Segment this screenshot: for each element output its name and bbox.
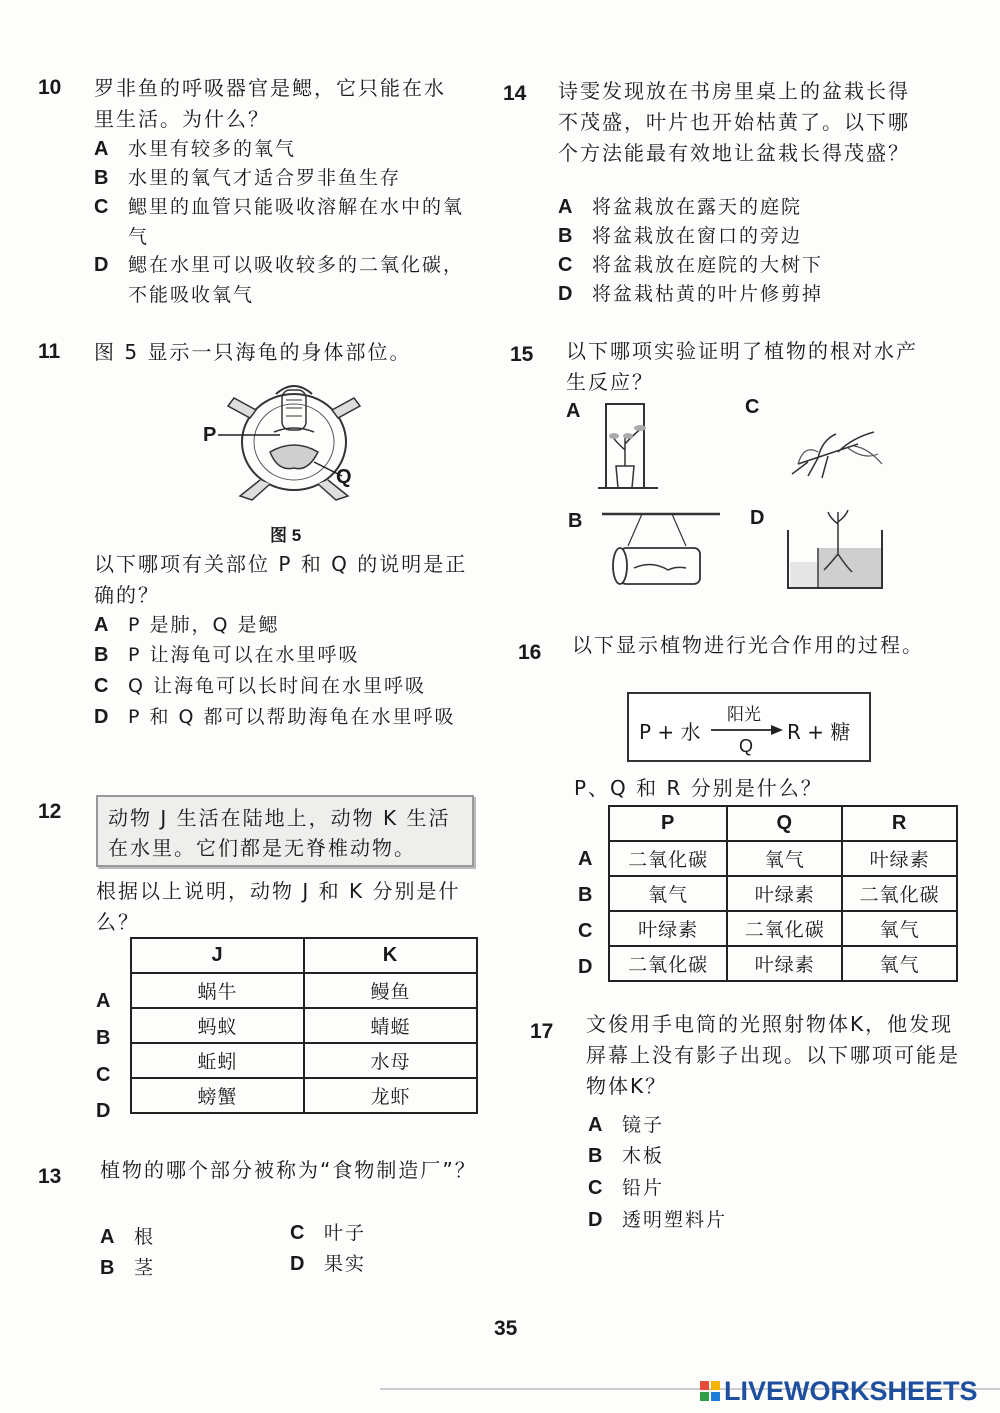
- option[interactable]: [94, 134, 296, 164]
- arrow-icon: [711, 724, 783, 736]
- option[interactable]: [94, 702, 478, 732]
- option-letter: C: [290, 1222, 305, 1244]
- option-text: P 和 Q 都可以帮助海龟在水里呼吸: [128, 706, 456, 728]
- row-letter: B: [578, 884, 593, 906]
- option-letter: B: [558, 225, 573, 247]
- table-cell: 氧气: [842, 911, 957, 946]
- equation-right: R + 糖: [787, 720, 851, 744]
- option-letter: D: [558, 283, 573, 305]
- option[interactable]: [558, 279, 823, 309]
- option-text: P 是肺，Q 是鳃: [128, 614, 280, 636]
- option[interactable]: [290, 1218, 366, 1248]
- row-letter: A: [96, 990, 111, 1012]
- question-stem: 以下哪项实验证明了植物的根对水产生反应？: [566, 339, 918, 394]
- option-text: 木板: [622, 1145, 665, 1167]
- row-letter: D: [96, 1100, 111, 1122]
- table-cell: 二氧化碳: [727, 911, 842, 946]
- option[interactable]: [588, 1141, 664, 1171]
- experiment-label-a: A: [566, 400, 581, 422]
- table-cell: 二氧化碳: [609, 946, 727, 981]
- table-cell: 二氧化碳: [842, 876, 957, 911]
- option[interactable]: [558, 250, 823, 280]
- option[interactable]: [94, 163, 401, 193]
- table-cell: 蚯蚓: [131, 1043, 304, 1078]
- experiment-b-figure: [602, 510, 722, 590]
- table-cell: 蚂蚁: [131, 1008, 304, 1043]
- option-letter: B: [94, 167, 109, 189]
- experiment-a-figure: [598, 398, 678, 494]
- option-text: P 让海龟可以在水里呼吸: [128, 644, 360, 666]
- table-cell: 氧气: [609, 876, 727, 911]
- question-number: 14: [503, 82, 527, 105]
- figure-label-p: P: [203, 424, 217, 446]
- table-row[interactable]: [131, 1043, 477, 1078]
- table-cell: 二氧化碳: [609, 841, 727, 876]
- option-letter: C: [558, 254, 573, 276]
- option[interactable]: [94, 250, 474, 310]
- option-text: 叶子: [324, 1222, 367, 1244]
- question-stem: 诗雯发现放在书房里桌上的盆栽长得不茂盛，叶片也开始枯黄了。以下哪个方法能最有效地让盆栽长得茂盛？: [558, 79, 910, 165]
- question-stem: P、Q 和 R 分别是什么？: [574, 776, 823, 800]
- option[interactable]: [588, 1173, 664, 1203]
- option-text: Q 让海龟可以长时间在水里呼吸: [128, 675, 426, 697]
- table-row[interactable]: [609, 841, 957, 876]
- table-cell: 龙虾: [304, 1078, 477, 1113]
- question-number: 17: [530, 1020, 554, 1043]
- question-number: 16: [518, 641, 542, 664]
- option[interactable]: [290, 1249, 366, 1279]
- table-cell: 叶绿素: [727, 946, 842, 981]
- option[interactable]: [94, 640, 360, 670]
- option-text: 果实: [324, 1253, 367, 1275]
- question-stem: 以下哪项有关部位 P 和 Q 的说明是正确的？: [94, 552, 468, 607]
- option-text: 透明塑料片: [622, 1209, 728, 1231]
- option-text: 镜子: [622, 1114, 665, 1136]
- question-stem: 文俊用手电筒的光照射物体K，他发现屏幕上没有影子出现。以下哪项可能是物体K？: [586, 1012, 960, 1098]
- option-text: 水里有较多的氧气: [128, 138, 297, 160]
- option-letter: B: [588, 1145, 603, 1167]
- table-header: P: [609, 806, 727, 841]
- option-text: 将盆栽放在窗口的旁边: [592, 225, 803, 247]
- option-letter: A: [588, 1114, 603, 1136]
- option[interactable]: [94, 192, 474, 252]
- answer-table: [130, 937, 478, 1114]
- table-cell: 鳗鱼: [304, 973, 477, 1008]
- option[interactable]: [588, 1205, 727, 1235]
- option-text: 将盆栽枯黄的叶片修剪掉: [592, 283, 824, 305]
- option-text: 鳃在水里可以吸收较多的二氧化碳，不能吸收氧气: [128, 254, 465, 306]
- table-row[interactable]: [609, 876, 957, 911]
- option-letter: A: [100, 1226, 115, 1248]
- option-text: 茎: [134, 1257, 156, 1279]
- brand-icon: [700, 1381, 720, 1401]
- option-letter: B: [94, 644, 109, 666]
- table-cell: 螃蟹: [131, 1078, 304, 1113]
- option-text: 鳃里的血管只能吸收溶解在水中的氧气: [128, 196, 465, 248]
- option[interactable]: [100, 1253, 155, 1283]
- experiment-label-b: B: [568, 510, 583, 532]
- turtle-figure: [198, 380, 398, 510]
- equation-above: 阳光: [727, 705, 761, 725]
- row-letter: A: [578, 848, 593, 870]
- option-letter: D: [588, 1209, 603, 1231]
- option-text: 铅片: [622, 1177, 665, 1199]
- info-box: 动物 J 生活在陆地上，动物 K 生活在水里。它们都是无脊椎动物。: [96, 795, 474, 867]
- table-cell: 叶绿素: [609, 911, 727, 946]
- brand-logo[interactable]: [700, 1376, 978, 1406]
- option-text: 将盆栽放在庭院的大树下: [592, 254, 824, 276]
- option-letter: D: [94, 254, 109, 276]
- experiment-c-figure: [778, 424, 888, 484]
- option-letter: A: [94, 614, 109, 636]
- equation-box: [627, 692, 871, 762]
- option[interactable]: [588, 1110, 664, 1140]
- option-text: 将盆栽放在露天的庭院: [592, 196, 803, 218]
- equation-below: Q: [739, 736, 754, 756]
- table-cell: 叶绿素: [842, 841, 957, 876]
- table-row[interactable]: [131, 973, 477, 1008]
- option-letter: B: [100, 1257, 115, 1279]
- table-row[interactable]: [609, 946, 957, 981]
- question-stem: 图 5 显示一只海龟的身体部位。: [94, 340, 412, 364]
- table-cell: 蜻蜓: [304, 1008, 477, 1043]
- brand-name: LIVEWORKSHEETS: [724, 1375, 978, 1406]
- option[interactable]: [100, 1222, 155, 1252]
- option[interactable]: [558, 221, 802, 251]
- option-letter: C: [94, 675, 109, 697]
- option-text: 水里的氧气才适合罗非鱼生存: [128, 167, 402, 189]
- table-cell: 叶绿素: [727, 876, 842, 911]
- row-letter: C: [96, 1064, 111, 1086]
- equation-left: P + 水: [639, 720, 701, 744]
- experiment-d-figure: [780, 508, 890, 593]
- question-stem: 根据以上说明，动物 J 和 K 分别是什么？: [96, 879, 461, 934]
- table-cell: 水母: [304, 1043, 477, 1078]
- option-letter: C: [94, 196, 109, 218]
- question-stem: 以下显示植物进行光合作用的过程。: [572, 633, 924, 657]
- option-letter: A: [558, 196, 573, 218]
- option[interactable]: [94, 671, 426, 701]
- row-letter: D: [578, 956, 593, 978]
- option-letter: A: [94, 138, 109, 160]
- figure-caption: 图 5: [270, 526, 302, 545]
- experiment-label-c: C: [745, 396, 760, 418]
- row-letter: B: [96, 1027, 111, 1049]
- question-stem: 罗非鱼的呼吸器官是鳃，它只能在水里生活。为什么？: [94, 76, 446, 131]
- option-letter: C: [588, 1177, 603, 1199]
- question-number: 12: [38, 800, 62, 823]
- table-row[interactable]: [609, 911, 957, 946]
- question-number: 10: [38, 76, 62, 99]
- figure-label-q: Q: [336, 466, 352, 488]
- table-row[interactable]: [131, 1008, 477, 1043]
- table-cell: 蜗牛: [131, 973, 304, 1008]
- question-stem: 植物的哪个部分被称为“食物制造厂”？: [100, 1158, 477, 1182]
- question-number: 15: [510, 343, 534, 366]
- row-letter: C: [578, 920, 593, 942]
- table-header: R: [842, 806, 957, 841]
- option-letter: D: [94, 706, 109, 728]
- table-cell: 氧气: [727, 841, 842, 876]
- experiment-label-d: D: [750, 507, 765, 529]
- option-text: 根: [134, 1226, 156, 1248]
- question-number: 11: [38, 340, 61, 363]
- table-header: J: [131, 938, 304, 973]
- page-number: 35: [494, 1317, 518, 1340]
- table-row[interactable]: [131, 1078, 477, 1113]
- option-letter: D: [290, 1253, 305, 1275]
- answer-table: [608, 805, 958, 982]
- table-header: Q: [727, 806, 842, 841]
- option[interactable]: [94, 610, 280, 640]
- option[interactable]: [558, 192, 802, 222]
- table-header: K: [304, 938, 477, 973]
- question-number: 13: [38, 1165, 62, 1188]
- table-cell: 氧气: [842, 946, 957, 981]
